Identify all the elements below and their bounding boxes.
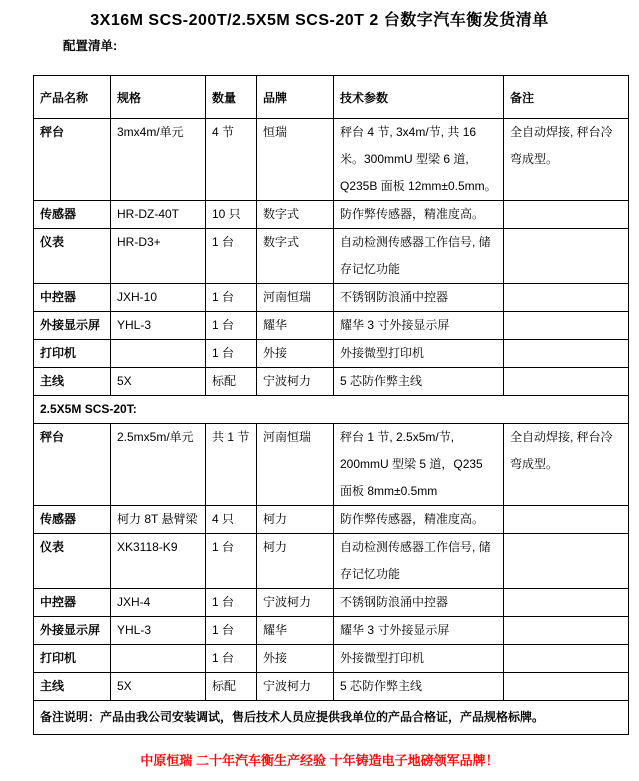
spec-cell: HR-D3+: [111, 229, 206, 284]
column-header-spec: 规格: [111, 76, 206, 119]
brand-cell: 河南恒瑞: [257, 284, 334, 312]
table-row: [34, 368, 629, 396]
tech-params-cell: 秤台 4 节, 3x4m/节, 共 16 米。300mmU 型梁 6 道, Q235B 面板 12mm±0.5mm。: [334, 119, 504, 201]
table-row: [34, 312, 629, 340]
remark-cell: [504, 284, 629, 312]
remark-cell: [504, 617, 629, 645]
spec-cell: HR-DZ-40T: [111, 201, 206, 229]
column-header-product-name: 产品名称: [34, 76, 111, 119]
product-name-cell: 中控器: [34, 589, 111, 617]
product-name-cell: 秤台: [34, 119, 111, 201]
table-row: [34, 617, 629, 645]
product-name-cell: 外接显示屏: [34, 312, 111, 340]
quantity-cell: 1 台: [206, 589, 257, 617]
remark-cell: [504, 229, 629, 284]
quantity-cell: 1 台: [206, 645, 257, 673]
brand-cell: 宁波柯力: [257, 368, 334, 396]
remark-cell: [504, 340, 629, 368]
brand-cell: 数字式: [257, 229, 334, 284]
footer-slogan: 中原恒瑞 二十年汽车衡生产经验 十年铸造电子地磅领军品牌！: [140, 753, 499, 768]
quantity-cell: 4 节: [206, 119, 257, 201]
tech-params-cell: 耀华 3 寸外接显示屏: [334, 617, 504, 645]
brand-cell: 数字式: [257, 201, 334, 229]
section2-label: 2.5X5M SCS-20T:: [34, 396, 629, 424]
quantity-cell: 1 台: [206, 340, 257, 368]
brand-cell: 宁波柯力: [257, 673, 334, 701]
remark-cell: [504, 673, 629, 701]
tech-params-cell: 防作弊传感器，精准度高。: [334, 201, 504, 229]
quantity-cell: 共 1 节: [206, 424, 257, 506]
product-name-cell: 外接显示屏: [34, 617, 111, 645]
table-row: [34, 645, 629, 673]
column-header-quantity: 数量: [206, 76, 257, 119]
table-row: [34, 673, 629, 701]
brand-cell: 耀华: [257, 312, 334, 340]
brand-cell: 耀华: [257, 617, 334, 645]
section1-rows: [34, 119, 629, 396]
note-row: [34, 701, 629, 735]
tech-params-cell: 不锈钢防浪涌中控器: [334, 284, 504, 312]
spec-cell: JXH-10: [111, 284, 206, 312]
brand-cell: 外接: [257, 340, 334, 368]
product-name-cell: 主线: [34, 368, 111, 396]
column-header-tech-params: 技术参数: [334, 76, 504, 119]
spec-cell: YHL-3: [111, 312, 206, 340]
product-name-cell: 打印机: [34, 645, 111, 673]
quantity-cell: 1 台: [206, 284, 257, 312]
column-header-remark: 备注: [504, 76, 629, 119]
spec-cell: [111, 645, 206, 673]
table-row: [34, 201, 629, 229]
product-name-cell: 中控器: [34, 284, 111, 312]
quantity-cell: 标配: [206, 673, 257, 701]
table-row: [34, 534, 629, 589]
product-name-cell: 秤台: [34, 424, 111, 506]
tech-params-cell: 5 芯防作弊主线: [334, 673, 504, 701]
spec-cell: 5X: [111, 673, 206, 701]
remark-cell: [504, 368, 629, 396]
brand-cell: 外接: [257, 645, 334, 673]
spec-cell: 5X: [111, 368, 206, 396]
tech-params-cell: 耀华 3 寸外接显示屏: [334, 312, 504, 340]
table-row: [34, 229, 629, 284]
quantity-cell: 1 台: [206, 534, 257, 589]
spec-cell: 3mx4m/单元: [111, 119, 206, 201]
page-title: 3X16M SCS-200T/2.5X5M SCS-20T 2 台数字汽车衡发货清单: [90, 12, 549, 29]
product-name-cell: 仪表: [34, 229, 111, 284]
product-name-cell: 传感器: [34, 201, 111, 229]
remark-cell: [504, 534, 629, 589]
config-table: [33, 75, 629, 735]
table-header-row: [34, 76, 629, 119]
quantity-cell: 1 台: [206, 617, 257, 645]
table-row: [34, 506, 629, 534]
note-text: 备注说明：产品由我公司安装调试，售后技术人员应提供我单位的产品合格证，产品规格标牌。: [34, 701, 629, 735]
spec-cell: YHL-3: [111, 617, 206, 645]
quantity-cell: 4 只: [206, 506, 257, 534]
tech-params-cell: 5 芯防作弊主线: [334, 368, 504, 396]
tech-params-cell: 自动检测传感器工作信号, 储存记忆功能: [334, 229, 504, 284]
product-name-cell: 仪表: [34, 534, 111, 589]
table-row: [34, 284, 629, 312]
brand-cell: 柯力: [257, 506, 334, 534]
spec-cell: XK3118-K9: [111, 534, 206, 589]
spec-cell: [111, 340, 206, 368]
product-name-cell: 打印机: [34, 340, 111, 368]
brand-cell: 河南恒瑞: [257, 424, 334, 506]
product-name-cell: 主线: [34, 673, 111, 701]
remark-cell: 全自动焊接, 秤台冷弯成型。: [504, 119, 629, 201]
tech-params-cell: 防作弊传感器，精准度高。: [334, 506, 504, 534]
remark-cell: 全自动焊接, 秤台冷弯成型。: [504, 424, 629, 506]
quantity-cell: 标配: [206, 368, 257, 396]
table-row: [34, 589, 629, 617]
remark-cell: [504, 312, 629, 340]
tech-params-cell: 秤台 1 节, 2.5x5m/节, 200mmU 型梁 5 道，Q235 面板 8mm±0.5mm: [334, 424, 504, 506]
spec-cell: 2.5mx5m/单元: [111, 424, 206, 506]
brand-cell: 宁波柯力: [257, 589, 334, 617]
table-row: [34, 340, 629, 368]
spec-cell: 柯力 8T 悬臂梁: [111, 506, 206, 534]
quantity-cell: 1 台: [206, 229, 257, 284]
tech-params-cell: 不锈钢防浪涌中控器: [334, 589, 504, 617]
remark-cell: [504, 201, 629, 229]
brand-cell: 恒瑞: [257, 119, 334, 201]
tech-params-cell: 外接微型打印机: [334, 645, 504, 673]
tech-params-cell: 外接微型打印机: [334, 340, 504, 368]
config-list-label: 配置清单:: [63, 39, 118, 53]
remark-cell: [504, 589, 629, 617]
quantity-cell: 1 台: [206, 312, 257, 340]
table-row: [34, 424, 629, 506]
spec-cell: JXH-4: [111, 589, 206, 617]
brand-cell: 柯力: [257, 534, 334, 589]
section2-label-row: [34, 396, 629, 424]
tech-params-cell: 自动检测传感器工作信号, 储存记忆功能: [334, 534, 504, 589]
product-name-cell: 传感器: [34, 506, 111, 534]
quantity-cell: 10 只: [206, 201, 257, 229]
section2-rows: [34, 424, 629, 701]
column-header-brand: 品牌: [257, 76, 334, 119]
table-row: [34, 119, 629, 201]
remark-cell: [504, 645, 629, 673]
remark-cell: [504, 506, 629, 534]
